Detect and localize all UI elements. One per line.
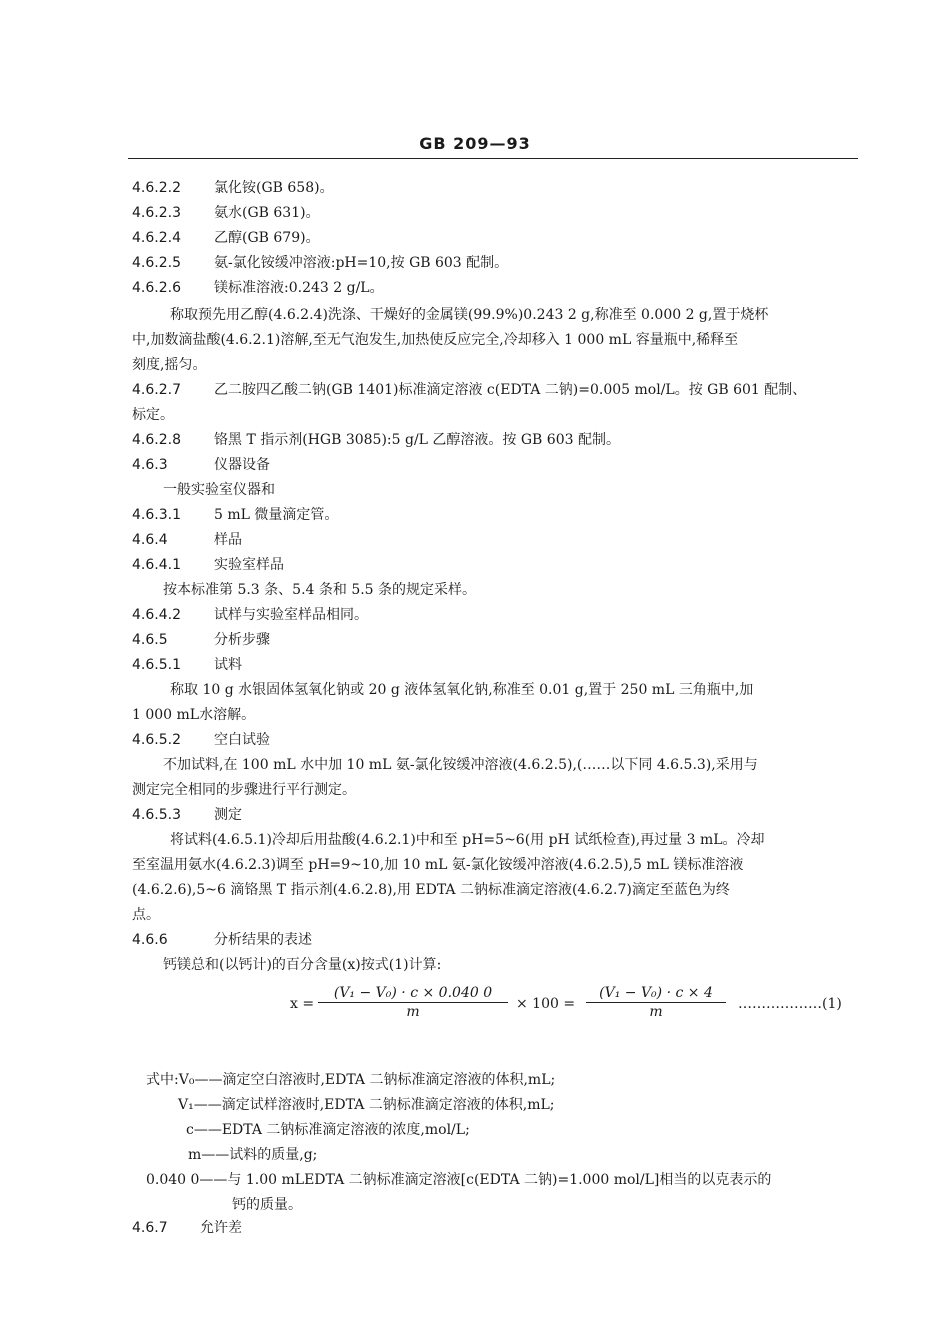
formula-mid: × 100 = [516,996,576,1012]
formula-equation-number: ………………(1) [738,996,842,1012]
clause-number: 4.6.4.2 [132,607,181,623]
clause-line [132,630,270,650]
clause-text: 铬黑 T 指示剂(HGB 3085):5 g/L 乙醇溶液。按 GB 603 配制。 [214,432,620,448]
clause-text: 称取预先用乙醇(4.6.2.4)洗涤、干燥好的金属镁(99.9%)0.243 2 g,称准至 0.000 2 g,置于烧杯 [170,307,769,323]
definition-line: 式中:V₀——滴定空白溶液时,EDTA 二钠标准滴定溶液的体积,mL; [146,1072,556,1088]
paragraph-line [132,405,174,425]
paragraph-line [132,880,730,900]
clause-number: 4.6.5.3 [132,807,181,823]
clause-text: 样品 [214,532,242,548]
paragraph-line [163,480,275,500]
clause-text: 不加试料,在 100 mL 水中加 10 mL 氨-氯化铵缓冲溶液(4.6.2.5),(……以下同 4.6.5.3),采用与 [163,757,758,773]
clause-line [132,253,508,273]
clause-text: 试料 [214,657,242,673]
clause-text: 氯化铵(GB 658)。 [214,180,334,196]
clause-text: 分析结果的表述 [214,932,312,948]
clause-number: 4.6.2.2 [132,180,181,196]
clause-text: 钙镁总和(以钙计)的百分含量(x)按式(1)计算: [163,957,442,973]
paragraph-line [132,330,738,350]
clause-text: 一般实验室仪器和 [163,482,275,498]
clause-number: 4.6.4 [132,532,168,548]
clause-text: 乙二胺四乙酸二钠(GB 1401)标准滴定溶液 c(EDTA 二钠)=0.005 mol/L。按 GB 601 配制、 [214,382,807,398]
paragraph-line [132,705,255,725]
clause-number: 4.6.3 [132,457,168,473]
clause-text: 刻度,摇匀。 [132,357,207,373]
clause-line [132,530,242,550]
clause-number: 4.6.2.3 [132,205,181,221]
equation-1 [290,985,890,1025]
paragraph-line [132,905,160,925]
header-rule [128,158,858,159]
formula-fraction-2 [586,985,726,1020]
clause-text: 乙醇(GB 679)。 [214,230,320,246]
clause-line [132,605,368,625]
definition-line: 钙的质量。 [232,1197,302,1213]
paragraph-line [163,580,476,600]
paragraph-line [163,755,758,775]
section-heading-4-6-7 [132,1218,242,1238]
clause-line [132,555,284,575]
definition-line: m——试料的质量,g; [188,1147,318,1163]
clause-line [132,505,338,525]
clause-text: 空白试验 [214,732,270,748]
clause-number: 4.6.2.4 [132,230,181,246]
clause-line [132,805,242,825]
clause-text: (4.6.2.6),5~6 滴铬黑 T 指示剂(4.6.2.8),用 EDTA 二钠标准滴定溶液(4.6.2.7)滴定至蓝色为终 [132,882,730,898]
definition-line: 0.040 0——与 1.00 mLEDTA 二钠标准滴定溶液[c(EDTA 二钠)=1.000 mol/L]相当的以克表示的 [146,1172,772,1188]
formula-fraction-2-denominator: m [649,1004,663,1020]
clause-text: 氨-氯化铵缓冲溶液:pH=10,按 GB 603 配制。 [214,255,509,271]
clause-line [132,380,806,400]
clause-text: 1 000 mL水溶解。 [132,707,256,723]
clause-line [132,455,270,475]
definition-line: c——EDTA 二钠标准滴定溶液的浓度,mol/L; [186,1122,470,1138]
formula-fraction-2-numerator: (V₁ − V₀) · c × 4 [586,985,726,1003]
clause-text: 中,加数滴盐酸(4.6.2.1)溶解,至无气泡发生,加热使反应完全,冷却移入 1 000 mL 容量瓶中,稀释至 [132,332,739,348]
clause-text: 称取 10 g 水银固体氢氧化钠或 20 g 液体氢氧化钠,称准至 0.01 g,置于 250 mL 三角瓶中,加 [170,682,754,698]
clause-text: 仪器设备 [214,457,270,473]
clause-text: 氨水(GB 631)。 [214,205,320,221]
clause-text: 至室温用氨水(4.6.2.3)调至 pH=9~10,加 10 mL 氨-氯化铵缓冲溶液(4.6.2.5),5 mL 镁标准溶液 [132,857,744,873]
definition-line: V₁——滴定试样溶液时,EDTA 二钠标准滴定溶液的体积,mL; [178,1097,555,1113]
clause-text: 点。 [132,907,160,923]
formula-fraction-1-denominator: m [406,1004,420,1020]
clause-number: 4.6.5.1 [132,657,181,673]
clause-number: 4.6.5.2 [132,732,181,748]
clause-line [132,228,320,248]
clause-line [132,203,320,223]
paragraph-line [163,955,441,975]
clause-text: 标定。 [132,407,174,423]
clause-text: 将试料(4.6.5.1)冷却后用盐酸(4.6.2.1)中和至 pH=5~6(用 pH 试纸检查),再过量 3 mL。冷却 [170,832,765,848]
clause-number: 4.6.4.1 [132,557,181,573]
clause-line [132,178,334,198]
paragraph-line [132,780,356,800]
clause-line [132,278,384,298]
clause-text: 按本标准第 5.3 条、5.4 条和 5.5 条的规定采样。 [163,582,477,598]
paragraph-line [132,855,743,875]
clause-text: 试样与实验室样品相同。 [214,607,368,623]
paragraph-line [170,305,768,325]
clause-text: 镁标准溶液:0.243 2 g/L。 [214,280,384,296]
clause-number: 4.6.2.5 [132,255,181,271]
clause-number: 4.6.2.8 [132,432,181,448]
clause-line [132,655,242,675]
section-number: 4.6.7 [132,1220,168,1236]
clause-text: 测定 [214,807,242,823]
clause-text: 测定完全相同的步骤进行平行测定。 [132,782,356,798]
paragraph-line [132,355,206,375]
clause-text: 5 mL 微量滴定管。 [214,507,339,523]
clause-number: 4.6.5 [132,632,168,648]
clause-text: 分析步骤 [214,632,270,648]
clause-line [132,430,620,450]
clause-line [132,730,270,750]
clause-number: 4.6.2.6 [132,280,181,296]
section-title: 允许差 [200,1220,242,1236]
formula-fraction-1 [318,985,508,1020]
clause-number: 4.6.2.7 [132,382,181,398]
clause-number: 4.6.6 [132,932,168,948]
formula-fraction-1-numerator: (V₁ − V₀) · c × 0.040 0 [318,985,508,1003]
clause-number: 4.6.3.1 [132,507,181,523]
page-header-title: GB 209—93 [419,134,531,153]
clause-line [132,930,312,950]
paragraph-line [170,680,753,700]
paragraph-line [170,830,765,850]
formula-lhs: x = [290,996,315,1012]
clause-text: 实验室样品 [214,557,284,573]
